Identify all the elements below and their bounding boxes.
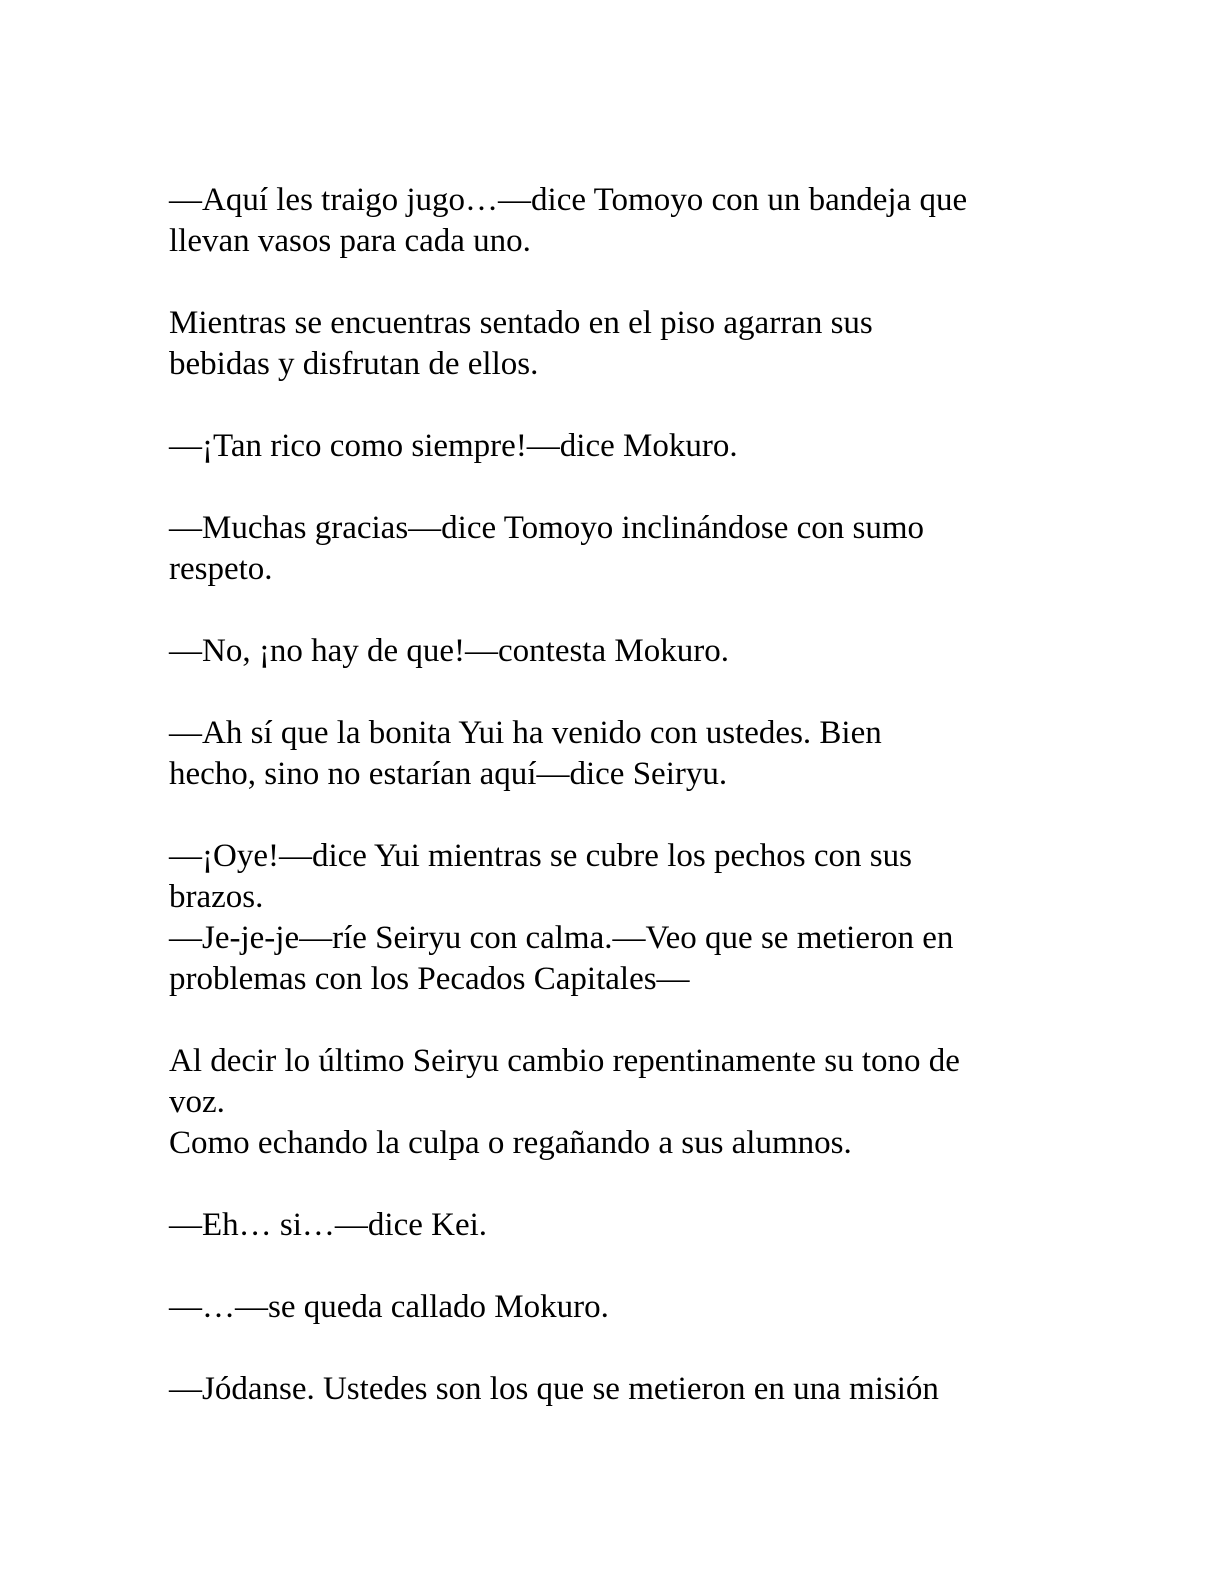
paragraph-2: Mientras se encuentras sentado en el piso agarran sus bebidas y disfrutan de ellos. bbox=[169, 305, 873, 382]
paragraph-11: —Eh… si…—dice Kei. bbox=[169, 1207, 488, 1243]
paragraph-6: —Ah sí que la bonita Yui ha venido con ustedes. Bien hecho, sino no estarían aquí—dice Seiryu. bbox=[169, 715, 882, 792]
paragraph-13: —Jódanse. Ustedes son los que se metieron en una misión bbox=[169, 1371, 939, 1407]
document-body bbox=[169, 180, 1069, 1451]
paragraph-8: —Je-je-je—ríe Seiryu con calma.—Veo que se metieron en problemas con los Pecados Capitales— bbox=[169, 920, 954, 997]
paragraph-5: —No, ¡no hay de que!—contesta Mokuro. bbox=[169, 633, 729, 669]
paragraph-3: —¡Tan rico como siempre!—dice Mokuro. bbox=[169, 428, 738, 464]
paragraph-4: —Muchas gracias—dice Tomoyo inclinándose con sumo respeto. bbox=[169, 510, 925, 587]
paragraph-12: —…—se queda callado Mokuro. bbox=[169, 1289, 609, 1325]
paragraph-10: Como echando la culpa o regañando a sus alumnos. bbox=[169, 1125, 852, 1161]
paragraph-1: —Aquí les traigo jugo…—dice Tomoyo con un bandeja que llevan vasos para cada uno. bbox=[169, 182, 968, 259]
paragraph-9: Al decir lo último Seiryu cambio repentinamente su tono de voz. bbox=[169, 1043, 960, 1120]
paragraph-7: —¡Oye!—dice Yui mientras se cubre los pechos con sus brazos. bbox=[169, 838, 912, 915]
